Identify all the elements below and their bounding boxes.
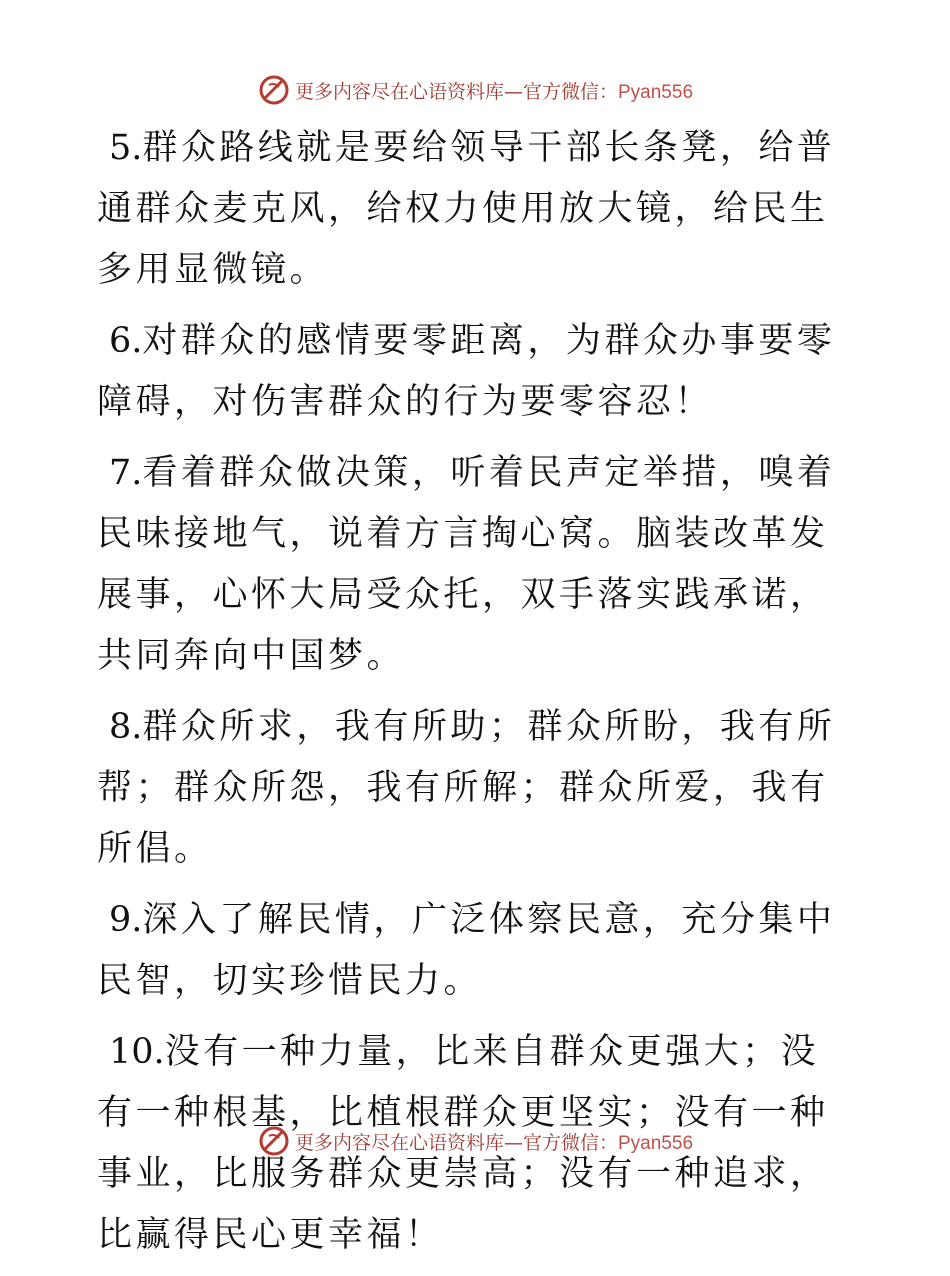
brand-logo-icon [257,73,291,107]
item-text: 没有一种力量，比来自群众更强大；没有一种根基，比植根群众更坚实；没有一种事业，比服务群众更崇高；没有一种追求，比赢得民心更幸福！ [97,1032,829,1255]
footer-wechat-label: 官方微信： [522,1131,618,1154]
item-number: 8. [109,707,143,747]
header-dash: — [503,80,523,103]
item-number: 10. [109,1032,165,1072]
item-text: 群众路线就是要给领导干部长条凳，给普通群众麦克风，给权力使用放大镜，给民生多用显微镜。 [97,128,836,290]
item-text: 看着群众做决策，听着民声定举措，嗅着民味接地气，说着方言掏心窝。脑装改革发展事，心怀大局受众托，双手落实践承诺，共同奔向中国梦。 [97,453,836,676]
footer-site-name: 更多内容尽在心语资料库 [294,1131,504,1154]
item-number: 5. [109,128,143,168]
item-text: 对群众的感情要零距离，为群众办事要零障碍，对伤害群众的行为要零容忍！ [97,321,836,422]
list-item [97,443,857,687]
item-text: 深入了解民情，广泛体察民意，充分集中民智，切实珍惜民力。 [97,900,836,1001]
footer-dash: — [503,1131,523,1154]
footer-banner-text [295,1128,693,1155]
item-number: 7. [109,453,143,493]
list-item [97,311,857,433]
list-item [97,118,857,301]
footer-wechat-handle: Pyan556 [618,1132,694,1154]
item-number: 6. [109,321,143,361]
header-banner [0,70,950,110]
list-item [97,890,857,1012]
header-wechat-label: 官方微信： [522,80,618,103]
list-item [97,697,857,880]
item-number: 9. [109,900,143,940]
header-banner-text [295,77,693,104]
footer-banner [0,1121,950,1161]
item-text: 群众所求，我有所助；群众所盼，我有所帮；群众所怨，我有所解；群众所爱，我有所倡。 [97,707,836,869]
brand-logo-icon [257,1124,291,1158]
header-wechat-handle: Pyan556 [618,81,694,103]
quote-list [97,118,857,1276]
header-site-name: 更多内容尽在心语资料库 [294,80,504,103]
